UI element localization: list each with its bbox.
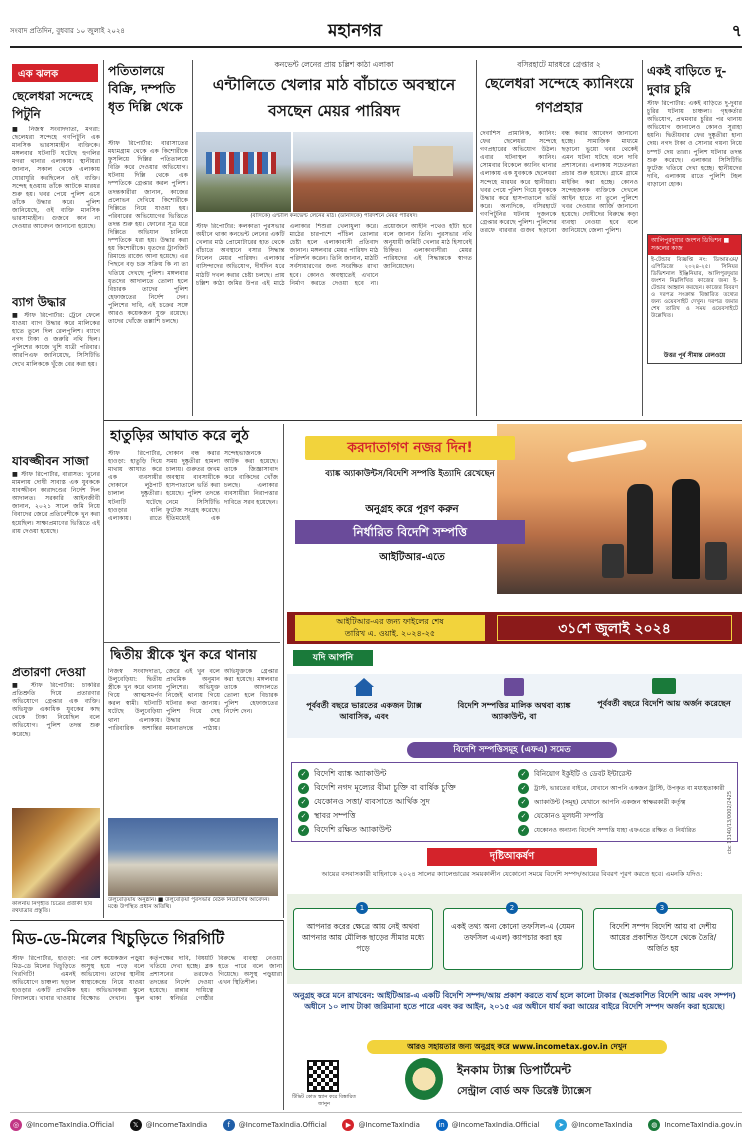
ad-subtitle: ব্যাঙ্ক অ্যাকাউন্টস/বিদেশি সম্পত্তি ইত্যাদি রেখেছেন <box>325 469 495 479</box>
theft-body: স্টাফ রিপোর্টার: একই বাড়িতে দু-দুবার চুরির ঘটনায় চাঞ্চল্য। গৃহকর্তার অভিযোগ, প্রথমবার চুরির পর থানায় অভিযোগ জানালেও কোনও সুরাহা হয়নি। দ্বিতীয়বার ফের দুষ্কৃতীরা হানা দেয়। নগদ টাকা ও সোনার গয়না নিয়ে চম্পট দেয় তারা। পুলিশ ঘটনার তদন্ত শুরু করেছে। এলাকার সিসিটিভি ফুটেজ খতিয়ে দেখা হচ্ছে। স্থানীয়দের দাবি, এলাকায় রাতে পুলিশি টহল বাড়ানো হোক। <box>647 100 742 188</box>
check-icon: ✓ <box>298 797 309 808</box>
fa-left-list <box>298 767 513 837</box>
glance-s2-body: ■ স্টাফ রিপোর্টার: ট্রেনে ফেলে যাওয়া ব্যাগ উদ্ধার করে মালিকের হাতে তুলে দিল রেলপুলিশ। ব্যাগে নগদ টাকা ও জরুরি নথি ছিল। পুলিশের কাজে খুশি যাত্রী পরিবার। আরপিএফ জানিয়েছে, সিসিটিভি দেখে মালিককে খুঁজে বের করা হয়। <box>12 312 100 368</box>
board-name: সেন্ট্রাল বোর্ড অফ ডিরেক্ট ট্যাক্সেস <box>457 1086 592 1097</box>
emblem-icon <box>405 1058 443 1100</box>
murder-body: নিজস্ব সংবাদদাতা, উলুবেড়িয়া: দ্বিতীয় স্ত্রীকে খুন করে থানায় গিয়ে আত্মসমর্পণ করল স্বামী। ঘটনাটি ঘটেছে উলুবেড়িয়া থানা এলাকায়। পারিবারিক অশান্তির জেরে এই খুন বলে প্রাথমিক অনুমান পুলিশের। অভিযুক্ত নিজেই থানায় গিয়ে ঘটনার কথা জানায়। পুলিশ গিয়ে দেহ উদ্ধার করে ময়নাতদন্তে পাঠায়। অভিযুক্তকে গ্রেপ্তার করা হয়েছে। মঙ্গলবার তাকে আদালতে তোলা হলে বিচারক পুলিশ হেফাজতের নির্দেশ দেন। <box>108 668 278 732</box>
glance-photo-caption: কালনায় নিগৃহীত চিত্রের প্রতীকী ছবি রথযাত্রার প্রস্তুতি। <box>12 901 93 914</box>
social-link[interactable]: f @IncomeTaxIndia.Official <box>223 1119 327 1131</box>
point-1 <box>293 904 433 970</box>
criterion-1 <box>291 678 437 734</box>
theft-headline: একই বাড়িতে দু-দুবার চুরি <box>647 64 727 96</box>
canning-kicker: বসিরহাটে মারধরে গ্রেপ্তার ২ <box>517 60 601 69</box>
fa-label: বিদেশি সম্পত্তিসমূহ (এফএ) সমেত <box>407 742 617 758</box>
tender-title: আলিপুরদুয়ার জংশন ডিভিশন ■ সকলের কাজ <box>648 235 741 255</box>
deadline-label <box>295 615 485 641</box>
fa-item: ✓ অ্যাকাউন্ট (সমূহ) যেখানে আপনি একজন স্বাক্ষরকারী কর্তৃত্ব <box>518 795 733 809</box>
gecko-headline: মিড-ডে-মিলের খিচুড়িতে গিরগিটি <box>12 929 225 948</box>
attention-note: আয়ের বসবাসকারী যাহিনাকে ২০২৪ সালের ক্যালেন্ডারের সময়কালীন যেকোনো সময়ে বিদেশি সম্পদ/আয়ের বিবরণ পূরণ করতে হবে। এমনকি যদিও: <box>321 870 703 878</box>
fa-item: ✓ স্থাবর সম্পত্তি <box>298 809 513 823</box>
point-3 <box>593 904 733 970</box>
money-icon <box>652 678 676 694</box>
airplane-icon <box>567 439 648 463</box>
murder-headline: দ্বিতীয় স্ত্রীকে খুন করে থানায় <box>110 648 257 663</box>
linkedin-icon: in <box>436 1119 448 1131</box>
fa-item: ✓ ট্রাস্ট, ভারতের বাইরে, যেখানে আপনি একজন ট্রাস্টি, উপকৃত বা মধ্যস্থতাকারী <box>518 781 733 795</box>
social-link[interactable]: ◍ IncomeTaxIndia.gov.in <box>648 1119 742 1131</box>
points-row <box>287 894 742 984</box>
meeting-photo <box>108 818 278 896</box>
department-name: ইনকাম ট্যাক্স ডিপার্টমেন্ট <box>457 1063 571 1077</box>
check-icon: ✓ <box>298 783 309 794</box>
globe-icon: ◍ <box>648 1119 660 1131</box>
deadline-bar <box>287 612 742 644</box>
lead-caption: (বাঁদিকে) এন্টালি কনভেন্ট লেনের মাঠ। (ডানদিকে) পরিদর্শনে মেয়র পারিষদ। <box>250 213 418 219</box>
check-icon: ✓ <box>518 769 529 780</box>
check-icon: ✓ <box>518 811 529 822</box>
point-2-text: একই তথ্য অন্য কোনো তফসিল-এ (যেমন তফসিল এএল) ক্যাপচার করা হয় <box>451 922 575 942</box>
if-you-label: যদি আপনি <box>293 650 373 666</box>
ad-itr: আইটিআর-এতে <box>379 552 445 563</box>
check-icon: ✓ <box>518 825 529 836</box>
check-icon: ✓ <box>518 797 529 808</box>
deadline-date: ৩১শে জুলাই ২০২৪ <box>497 615 732 641</box>
glance-s1-headline: ছেলেধরা সন্দেহে পিটুনি <box>12 89 93 121</box>
social-link[interactable]: ➤ @IncomeTaxIndia <box>555 1119 633 1131</box>
check-icon: ✓ <box>298 811 309 822</box>
fa-item: ✓ বিদেশি রক্ষিত অ্যাকাউন্ট <box>298 823 513 837</box>
glance-s4-headline: প্রতারণা দেওয়া <box>12 665 86 679</box>
glance-s1-body: ■ নিজস্ব সংবাদদাতা, মগরা: ছেলেধরা সন্দেহে গণপিটুনি এক মানসিক ভারসাম্যহীন ব্যক্তিকে। মঙ্গলবার ঘটনাটি ঘটেছে হুগলির মগরা থানার এলাকায়। স্থানীয়রা জানান, সকাল থেকে এলাকায় ঘোরাঘুরি করছিলেন ওই ব্যক্তি। সন্দেহ হওয়ায় তাঁকে আটকে মারধর শুরু হয়। খবর পেয়ে পুলিশ এসে তাঁকে উদ্ধার করে। পুলিশ জানিয়েছে, ওই ব্যক্তি মানসিক ভারসাম্যহীন। গুজবে কান না দেওয়ার আবেদন জানানো হয়েছে। <box>12 126 100 231</box>
social-link[interactable]: 𝕏 @IncomeTaxIndia <box>130 1119 208 1131</box>
page-number: ৭ <box>731 21 742 40</box>
fa-item: ✓ বিদেশি নগদ মূল্যের বীমা চুক্তি বা বার্ষিক চুক্তি <box>298 781 513 795</box>
railway-tender-ad <box>647 234 742 364</box>
criterion-2 <box>441 678 587 734</box>
fa-item: ✓ যেকোনও সত্তা/ ব্যবসাতে আর্থিক সুদ <box>298 795 513 809</box>
gecko-body: স্টাফ রিপোর্টার, হাওড়া: মিড-ডে মিলের খিচুড়িতে গিরগিটি! এমনই অভিযোগে চাঞ্চল্য ছড়াল হাওড়ার একটি প্রাথমিক বিদ্যালয়ে। খাবার খাওয়ার পর বেশ কয়েকজন পড়ুয়া অসুস্থ হয়ে পড়ে বলে অভিযোগ। তাদের স্থানীয় স্বাস্থ্যকেন্দ্রে নিয়ে যাওয়া হয়। অভিভাবকরা স্কুলে বিক্ষোভ দেখান। স্কুল কর্তৃপক্ষের দাবি, বিষয়টি খতিয়ে দেখা হচ্ছে। ব্লক প্রশাসনের তরফেও তদন্তের নির্দেশ দেওয়া হয়েছে। রান্নার দায়িত্বে থাকা স্বনির্ভর গোষ্ঠীর বিরুদ্ধে ব্যবস্থা নেওয়া হতে পারে বলে জানা গিয়েছে। অসুস্থ পড়ুয়ারা এখন স্থিতিশীল। <box>12 955 282 1003</box>
social-link[interactable]: ◎ @IncomeTaxIndia.Official <box>10 1119 114 1131</box>
point-2 <box>443 904 583 970</box>
lead-photo-right <box>293 132 473 212</box>
glance-s4-body: ■ স্টাফ রিপোর্টার: চাকরির প্রতিশ্রুতি দিয়ে প্রতারণার অভিযোগে গ্রেপ্তার এক ব্যক্তি। অভিযুক্ত একাধিক যুবকের কাছ থেকে টাকা নিয়েছিল বলে অভিযোগ। পুলিশ তদন্ত শুরু করেছে। <box>12 682 100 738</box>
issue-date: সংবাদ প্রতিদিন, বুধবার ১০ জুলাই ২০২৪ <box>10 27 125 35</box>
ad-please-fill: অনুগ্রহ করে পূরণ করুন <box>365 504 459 515</box>
canning-headline: ছেলেধরা সন্দেহে ক্যানিংয়ে গণপ্রহার <box>484 76 634 116</box>
qr-code[interactable] <box>307 1060 339 1092</box>
fa-box <box>291 762 738 842</box>
bank-icon <box>504 678 524 696</box>
check-icon: ✓ <box>298 825 309 836</box>
canning-body: দেবাশিস প্রামানিক, ক্যানিং: ফের ছেলেধরা সন্দেহে গণপ্রহারের অভিযোগ উঠল। এবার ঘটনাস্থল ক্যানিং। সোমবার বিকেলে ক্যানিং থানার এলাকায় এক যুবককে ছেলেধরা সন্দেহে মারধর করে স্থানীয়রা। খবর পেয়ে পুলিশ গিয়ে যুবককে উদ্ধার করে হাসপাতালে ভর্তি করে। অন্যদিকে, বসিরহাটে গণপিটুনির ঘটনায় দুজনকে গ্রেপ্তার করেছে পুলিশ। পুলিশের তরফে বারবার গুজব ছড়ানো বন্ধ করার আবেদন জানানো হচ্ছে। সামাজিক মাধ্যমে ছড়ানো ভুয়ো খবর থেকেই এমন ঘটনা ঘটছে বলে দাবি প্রশাসনের। এলাকায় সচেতনতা প্রচার শুরু হয়েছে। গ্রামে গ্রামে মাইকিং করা হচ্ছে। কোনও সন্দেহজনক ব্যক্তিকে দেখলে আইন হাতে না তুলে পুলিশে খবর দেওয়ার আর্জি জানানো হয়েছে। দোষীদের বিরুদ্ধে কড়া ব্যবস্থা নেওয়া হবে বলে জানিয়েছে জেলা পুলিশ। <box>480 130 638 235</box>
lead-body: স্টাফ রিপোর্টার: কলকাতা পুরসভার অধীনে থাকা কনভেন্ট লেনের একটি খেলার মাঠ প্রোমোটারের হাত থেকে বাঁচাতে অবস্থানে বসার সিদ্ধান্ত নিলেন মেয়র পারিষদ। এলাকার বাসিন্দাদের অভিযোগ, দীর্ঘদিন ধরে মাঠটি দখল করার চেষ্টা চলছে। প্রায় চল্লিশ কাঠা জমির উপর এই মাঠে এলাকার শিশুরা খেলাধুলা করে। মাঠের চারপাশে পাঁচিল তোলার চেষ্টা হলে এলাকাবাসী প্রতিবাদ জানান। মঙ্গলবার মেয়র পারিষদ মাঠ পরিদর্শন করেন। তিনি জানান, মাঠটি সর্বসাধারণের জন্য সংরক্ষিত রাখা হবে। কোনও অবস্থাতেই এখানে নির্মাণ করতে দেওয়া হবে না। প্রয়োজনে আইনি পথেও হাঁটা হবে বলে জানান তিনি। পুরসভার নথি অনুযায়ী জমিটি খেলার মাঠ হিসাবেই চিহ্নিত। এলাকাবাসীরা মেয়র পারিষদের এই সিদ্ধান্তকে স্বাগত জানিয়েছেন। <box>196 223 472 287</box>
house-icon <box>354 678 374 696</box>
fa-item: ✓ যেকোনও মূলধনী সম্পত্তি <box>518 809 733 823</box>
trafficking-body: স্টাফ রিপোর্টার: বারাসাতের মধ্যমগ্রাম থেকে এক কিশোরীকে ফুসলিয়ে দিল্লির পতিতালয়ে বিক্রি করে দেওয়ার অভিযোগ। ঘটনায় দিল্লি থেকে এক দম্পতিকে গ্রেপ্তার করল পুলিশ। তদন্তকারীরা জানান, কাজের প্রলোভন দেখিয়ে কিশোরীকে দিল্লিতে নিয়ে যাওয়া হয়। পরিবারের অভিযোগের ভিত্তিতে তদন্ত শুরু হয়। ফোনের সূত্র ধরে দিল্লিতে অভিযান চালিয়ে দম্পতিকে ধরা হয়। উদ্ধার করা হয় কিশোরীকে। ধৃতদের ট্রানজিট রিমান্ডে রাজ্যে আনা হয়েছে। এর পিছনে বড় চক্র সক্রিয় কি না তা খতিয়ে দেখছে পুলিশ। মঙ্গলবার ধৃতদের আদালতে তোলা হলে বিচারক তাদের পুলিশ হেফাজতের নির্দেশ দেন। পুলিশের দাবি, এই চক্রের সঙ্গে আরও কয়েকজন যুক্ত রয়েছে। তাদের খোঁজে তল্লাশি চলছে। <box>108 140 188 326</box>
criterion-3 <box>591 678 737 734</box>
criterion-2-text: বিদেশি সম্পত্তির মালিক অথবা ব্যাঙ্ক অ্যাকাউন্ট, বা <box>457 701 571 721</box>
fa-right-list <box>518 767 733 837</box>
point-1-text: আপনার করের ক্ষেত্রে আয় নেই অথবা আপনার আয় মৌলিক ছাড়ের সীমার মধ্যে পড়ে <box>301 922 425 953</box>
social-link[interactable]: ▶ @IncomeTaxIndia <box>342 1119 420 1131</box>
youtube-icon: ▶ <box>342 1119 354 1131</box>
fa-item: ✓ যেকোনও অন্যান্য বিদেশি সম্পত্তি যাহা এফএতে রক্ষিত ও নির্ধারিত <box>518 823 733 837</box>
attention-label: দৃষ্টিআকর্ষণ <box>427 848 597 866</box>
tender-footer: উত্তর পূর্ব সীমান্ত রেলওয়ে <box>663 352 726 359</box>
lead-headline: এন্টালিতে খেলার মাঠ বাঁচাতে অবস্থানে বসছেন মেয়র পারিষদ <box>212 75 456 120</box>
point-1-number: 1 <box>356 902 368 914</box>
glance-s3-body: ■ স্টাফ রিপোর্টার, বারাসত: খুনের মামলায় দোষী সাব্যস্ত এক যুবককে যাবজ্জীবন কারাদণ্ডের নির্দেশ দিল আদালত। সরকারি আইনজীবী জানান, ২০২১ সালে জমি নিয়ে বিবাদের জেরে প্রতিবেশীকে খুন করা হয়েছিল। সাক্ষ্যপ্রমাণের ভিত্তিতে এই রায় দেওয়া হয়েছে। <box>12 471 100 535</box>
trafficking-headline: পতিতালয়ে বিক্রি, দম্পতি ধৃত দিল্লি থেকে <box>108 63 183 114</box>
point-3-number: 3 <box>656 902 668 914</box>
check-icon: ✓ <box>298 769 309 780</box>
deadline-line2: তারিখ এ. ওয়াই. ২০২৪-২৫ <box>344 629 436 638</box>
lead-kicker: কনভেন্ট লেনের প্রায় চল্লিশ কাঠা এলাকা <box>274 60 394 69</box>
warning-text: অনুগ্রহ করে মনে রাখবেন: আইটিআর-এ একটি বিদেশি সম্পদ/আয় প্রকাশ করতে ব্যর্থ হলে কালো টাকার (অপ্রকাশিত বিদেশি আয় এবং সম্পদ) অধীনে ১০ লাখ টাকা জরিমানা হতে পারে এবং কর আইন, ২০১৫ এর অধীনে ধার্য করা আয়ের বাইরে বিদেশি সম্পদ অর্জন করা হয়েছে। <box>293 990 736 1034</box>
fa-item: ✓ বিদেশি ব্যাঙ্ক অ্যাকাউন্ট <box>298 767 513 781</box>
ad-code: cbc 13140/13/0002/2425 <box>727 790 733 854</box>
tender-body: ই-টেন্ডার বিজ্ঞপ্তি নং: ডিআরএম/এপিডিজে ২০২৪-২৫। সিনিয়র ডিভিশনাল ইঞ্জিনিয়ার, আলিপুরদুয়ার জংশন নিম্নলিখিত কাজের জন্য ই-টেন্ডার আহ্বান করছেন। কাজের বিবরণ ও দরপত্র সংক্রান্ত বিস্তারিত তথ্যের জন্য ওয়েবসাইট দেখুন। দরপত্র জমার শেষ তারিখ ও সময় ওয়েবসাইটে উল্লেখিত। <box>651 257 738 319</box>
criterion-1-text: পূর্ববর্তী বছরে ভারতের একজন ট্যাক্স আবাসিক, এবং <box>306 701 422 721</box>
instagram-icon: ◎ <box>10 1119 22 1131</box>
income-tax-ad <box>287 424 742 1138</box>
meeting-caption: উলুবেড়িয়ায় অনুষ্ঠান। ■ উলুবেড়িয়া পুরসভার বৈঠক নিয়োগের আবেদন। মঞ্চে উপস্থিত প্রধান অতিথি। <box>108 897 270 910</box>
masthead <box>10 18 742 42</box>
criterion-3-text: পূর্ববর্তী বছরে বিদেশি আয় অর্জন করেছেন <box>597 699 731 708</box>
facebook-icon: f <box>223 1119 235 1131</box>
lead-photo-left <box>196 132 291 212</box>
x-icon: 𝕏 <box>130 1119 142 1131</box>
point-3-text: বিদেশি সম্পদ বিদেশি আয় বা দেশীয় আয়ের প্রকাশিত উৎসে থেকে তৈরি/ অর্জিত হয় <box>609 922 717 953</box>
glance-label: এক ঝলক <box>12 64 98 82</box>
traveler-photo <box>497 424 742 594</box>
check-icon: ✓ <box>518 783 529 794</box>
ad-scheduled-box: নির্ধারিত বিদেশি সম্পত্তি <box>295 520 525 544</box>
fa-item: ✓ বিনিয়োগ ইকুইটি ও ডেবট ইন্টারেস্ট <box>518 767 733 781</box>
deadline-line1: আইটিআর-এর জন্য ফাইলের শেষ <box>336 617 444 626</box>
glance-photo <box>12 808 100 898</box>
website-bar[interactable]: আরও সহায়তার জন্য অনুগ্রহ করে www.incometax.gov.in দেখুন <box>367 1040 667 1054</box>
section-title: মহানগর <box>328 21 382 41</box>
telegram-icon: ➤ <box>555 1119 567 1131</box>
glance-s3-headline: যাবজ্জীবন সাজা <box>12 454 89 468</box>
criteria-row <box>287 674 742 738</box>
social-link[interactable]: in @IncomeTaxIndia.Official <box>436 1119 540 1131</box>
robbery-headline: হাতুড়ির আঘাত করে লুঠ <box>110 428 249 444</box>
glance-s2-headline: ব্যাগ উদ্ধার <box>12 295 66 309</box>
robbery-body: স্টাফ রিপোর্টার, হাওড়া: হাতুড়ি দিয়ে মাথায় আঘাত করে এক ব্যবসায়ীর দোকানে লুঠপাট চালাল দুষ্কৃতীরা। ঘটনাটি ঘটেছে হাওড়ার বালি এলাকায়। রাতে দোকান বন্ধ করার সময় দুষ্কৃতীরা হামলা চালায়। গুরুতর জখম অবস্থায় ব্যবসায়ীকে হাসপাতালে ভর্তি করা হয়েছে। পুলিশ তদন্তে নেমে সিসিটিভি ফুটেজ সংগ্রহ করেছে। ইতিমধ্যেই এক সন্দেহভাজনকে আটক করা হয়েছে। তাকে জিজ্ঞাসাবাদ করে বাকিদের খোঁজ চলছে। এলাকার ব্যবসায়ীরা নিরাপত্তার দাবিতে সরব হয়েছেন। <box>108 450 278 522</box>
ad-banner: করদাতাগণ নজর দিন! <box>305 436 515 460</box>
social-footer <box>10 1116 742 1134</box>
point-2-number: 2 <box>506 902 518 914</box>
qr-caption: টিভিট কোড স্ক্যান করে বিস্তারিত জানুন <box>292 1094 356 1107</box>
